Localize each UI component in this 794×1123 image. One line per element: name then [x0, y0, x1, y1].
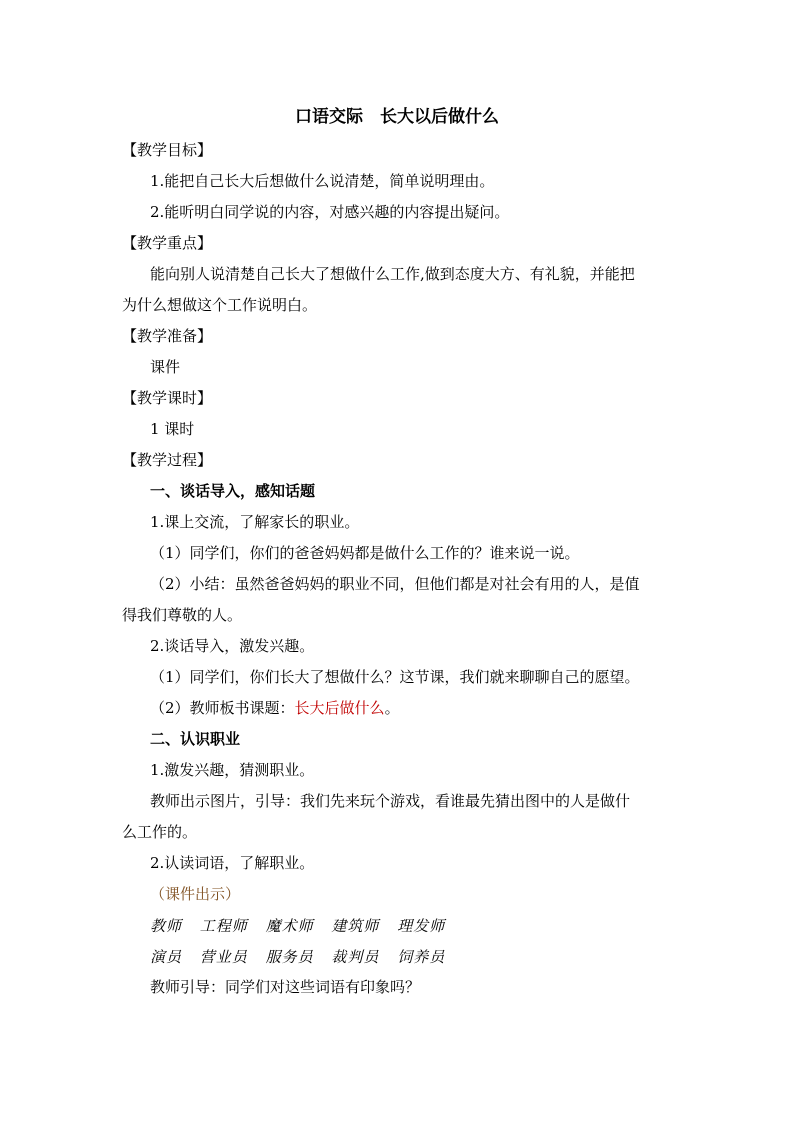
page-title: 口语交际 长大以后做什么 — [295, 107, 499, 127]
word-item: 营业员 — [199, 948, 248, 966]
word-item: 工程师 — [199, 917, 248, 935]
goal-item-2: 2.能听明白同学说的内容，对感兴趣的内容提出疑问。 — [150, 203, 510, 221]
part1-step-1: 1.课上交流，了解家长的职业。 — [150, 513, 360, 531]
word-item: 教师 — [150, 917, 183, 935]
focus-text-line-2: 为什么想做这个工作说明白。 — [122, 296, 318, 314]
lesson-topic-highlight: 长大后做什么 — [294, 699, 385, 717]
part1-heading: 一、谈话导入，感知话题 — [150, 482, 316, 500]
prep-text: 课件 — [150, 358, 181, 376]
part2-step-2: 2.认读词语，了解职业。 — [150, 854, 315, 872]
part2-step-2-end: 教师引导：同学们对这些词语有印象吗？ — [150, 978, 421, 996]
part1-step-1a: （1）同学们，你们的爸爸妈妈都是做什么工作的？谁来说一说。 — [150, 544, 580, 562]
goal-heading: 【教学目标】 — [122, 141, 213, 159]
word-item: 演员 — [150, 948, 183, 966]
focus-text-line-1: 能向别人说清楚自己长大了想做什么工作,做到态度大方、有礼貌，并能把 — [150, 265, 635, 283]
words-row-1 — [150, 916, 457, 936]
part1-step-2a: （1）同学们，你们长大了想做什么？这节课，我们就来聊聊自己的愿望。 — [150, 668, 640, 686]
word-item: 裁判员 — [331, 948, 380, 966]
word-item: 理发师 — [397, 917, 446, 935]
part1-step-2b-prefix: （2）教师板书课题： — [150, 699, 295, 717]
focus-heading: 【教学重点】 — [122, 234, 213, 252]
word-item: 服务员 — [265, 948, 314, 966]
word-item: 建筑师 — [331, 917, 380, 935]
courseware-note: （课件出示） — [150, 885, 241, 903]
hours-text: 1 课时 — [150, 420, 195, 438]
goal-item-1: 1.能把自己长大后想做什么说清楚，简单说明理由。 — [150, 172, 495, 190]
part2-step-1a-line-1: 教师出示图片，引导：我们先来玩个游戏，看谁最先猜出图中的人是做什 — [150, 792, 631, 810]
part1-step-1b-line-2: 得我们尊敬的人。 — [122, 606, 243, 624]
prep-heading: 【教学准备】 — [122, 327, 213, 345]
part2-step-1: 1.激发兴趣，猜测职业。 — [150, 761, 315, 779]
word-item: 饲养员 — [397, 948, 446, 966]
words-row-2 — [150, 947, 457, 967]
word-item: 魔术师 — [265, 917, 314, 935]
process-heading: 【教学过程】 — [122, 451, 213, 469]
part1-step-2b-suffix: 。 — [384, 699, 400, 717]
part2-heading: 二、认识职业 — [150, 730, 241, 748]
part1-step-1b-line-1: （2）小结：虽然爸爸妈妈的职业不同，但他们都是对社会有用的人，是值 — [150, 575, 640, 593]
part1-step-2: 2.谈话导入，激发兴趣。 — [150, 637, 315, 655]
part1-step-2b — [150, 698, 400, 718]
hours-heading: 【教学课时】 — [122, 389, 213, 407]
part2-step-1a-line-2: 么工作的。 — [122, 823, 198, 841]
